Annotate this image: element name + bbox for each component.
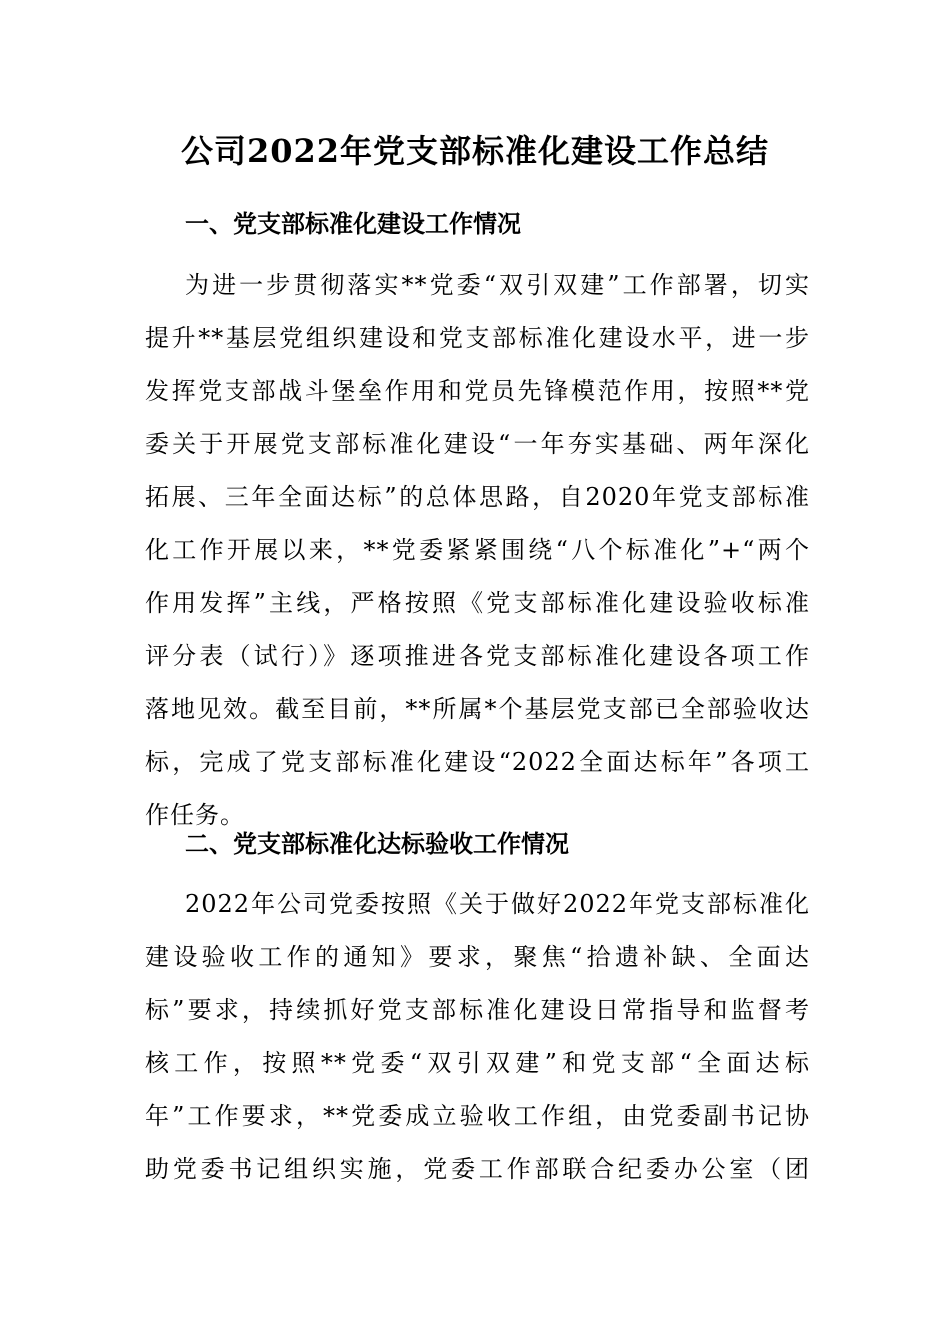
paragraph-line: 标”要求，持续抓好党支部标准化建设日常指导和监督考: [145, 996, 810, 1024]
paragraph-line: 建设验收工作的通知》要求，聚焦“拾遗补缺、全面达: [145, 943, 810, 971]
paragraph-line: 标，完成了党支部标准化建设“2022全面达标年”各项工: [145, 748, 810, 776]
document-title: 公司2022年党支部标准化建设工作总结: [180, 132, 770, 170]
paragraph-line: 作用发挥”主线，严格按照《党支部标准化建设验收标准: [145, 589, 810, 617]
paragraph-line: 拓展、三年全面达标”的总体思路，自2020年党支部标准: [145, 483, 810, 511]
paragraph-line: 助党委书记组织实施，党委工作部联合纪委办公室（团: [145, 1155, 810, 1183]
section-1-heading: 一、党支部标准化建设工作情况: [185, 209, 521, 238]
paragraph-line: 2022年公司党委按照《关于做好2022年党支部标准化: [185, 890, 810, 918]
paragraph-line: 为进一步贯彻落实**党委“双引双建”工作部署，切实: [185, 271, 810, 299]
paragraph-line: 年”工作要求，**党委成立验收工作组，由党委副书记协: [145, 1102, 810, 1130]
paragraph-line: 作任务。: [145, 801, 245, 829]
paragraph-line: 化工作开展以来，**党委紧紧围绕“八个标准化”+“两个: [145, 536, 810, 564]
paragraph-line: 委关于开展党支部标准化建设“一年夯实基础、两年深化: [145, 430, 810, 458]
paragraph-line: 核工作，按照**党委“双引双建”和党支部“全面达标: [145, 1049, 810, 1077]
section-2-paragraph: [145, 878, 810, 1196]
section-2-heading: 二、党支部标准化达标验收工作情况: [185, 829, 569, 858]
paragraph-line: 发挥党支部战斗堡垒作用和党员先锋模范作用，按照**党: [145, 377, 810, 405]
section-1-paragraph: [145, 259, 810, 842]
paragraph-line: 提升**基层党组织建设和党支部标准化建设水平，进一步: [145, 324, 810, 352]
paragraph-line: 落地见效。截至目前，**所属*个基层党支部已全部验收达: [145, 695, 810, 723]
paragraph-line: 评分表（试行）》逐项推进各党支部标准化建设各项工作: [145, 642, 810, 670]
